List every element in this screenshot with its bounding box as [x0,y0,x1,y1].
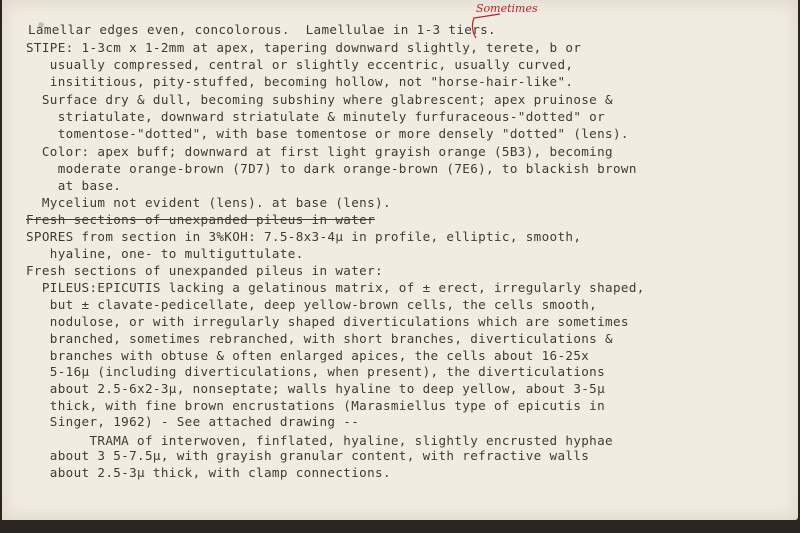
index-card [2,0,798,520]
line-25: TRAMA of interwoven, finflated, hyaline, slightly encrusted hyphae [26,433,613,448]
line-14: hyaline, one- to multiguttulate. [26,246,304,261]
handwritten-annotation: Sometimes [476,2,538,15]
line-3: usually compressed, central or slightly eccentric, usually curved, [26,57,574,72]
line-15: Fresh sections of unexpanded pileus in water: [26,263,383,278]
line-16: PILEUS:EPICUTIS lacking a gelatinous matrix, of ± erect, irregularly shaped, [26,280,645,295]
line-12-struck: Fresh sections of unexpanded pileus in water [26,212,376,227]
line-2: STIPE: 1-3cm x 1-2mm at apex, tapering downward slightly, terete, b or [26,40,582,55]
line-10: at base. [26,178,122,193]
line-20: branches with obtuse & often enlarged apices, the cells about 16-25x [26,348,590,363]
line-8: Color: apex buff; downward at first light grayish orange (5B3), becoming [26,144,613,159]
line-6: striatulate, downward striatulate & minutely furfuraceous-"dotted" or [26,109,606,124]
line-11: Mycelium not evident (lens). at base (lens). [26,195,391,210]
line-22: about 2.5-6x2-3µ, nonseptate; walls hyaline to deep yellow, about 3-5µ [26,381,606,396]
line-19: branched, sometimes rebranched, with short branches, diverticulations & [26,331,613,346]
line-18: nodulose, or with irregularly shaped diverticulations which are sometimes [26,314,629,329]
line-17: but ± clavate-pedicellate, deep yellow-brown cells, the cells smooth, [26,297,598,312]
line-23: thick, with fine brown encrustations (Marasmiellus type of epicutis in [26,398,606,413]
line-27: about 2.5-3µ thick, with clamp connections. [26,465,391,480]
line-7: tomentose-"dotted", with base tomentose or more densely "dotted" (lens). [26,126,629,141]
line-9: moderate orange-brown (7D7) to dark orange-brown (7E6), to blackish brown [26,161,637,176]
line-13: SPORES from section in 3%KOH: 7.5-8x3-4µ in profile, elliptic, smooth, [26,229,582,244]
line-5: Surface dry & dull, becoming subshiny where glabrescent; apex pruinose & [26,92,613,107]
line-26: about 3 5-7.5µ, with grayish granular content, with refractive walls [26,448,590,463]
line-4: insititious, pity-stuffed, becoming hollow, not "horse-hair-like". [26,74,574,89]
line-21: 5-16µ (including diverticulations, when present), the diverticulations [26,364,606,379]
line-24: Singer, 1962) - See attached drawing -- [26,414,360,429]
line-1: Lamellar edges even, concolorous. Lamellulae in 1-3 tiers. [28,22,496,37]
